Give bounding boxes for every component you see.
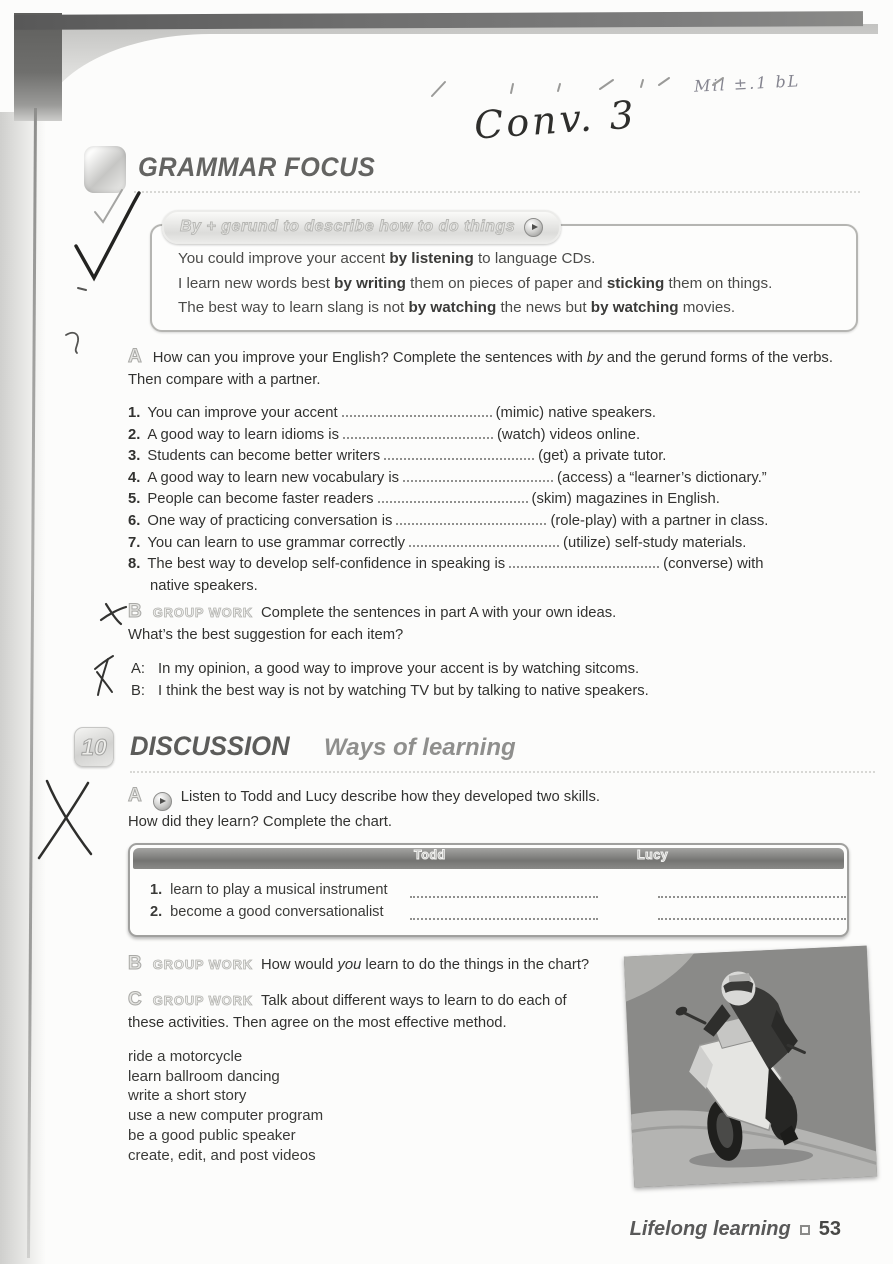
discussion-part-a bbox=[128, 785, 828, 833]
handwritten-dash-icon bbox=[78, 288, 86, 290]
part-a-label: A bbox=[128, 785, 143, 806]
example-text: You could improve your accent bbox=[178, 250, 390, 267]
grammar-example-line bbox=[178, 272, 856, 297]
item-text: People can become faster readers bbox=[147, 491, 374, 508]
dialogue-text: In my opinion, a good way to improve your accent is by watching sitcoms. bbox=[158, 661, 640, 677]
dialogue-line bbox=[131, 658, 831, 680]
part-b-label: B bbox=[128, 953, 143, 974]
activity-item: be a good public speaker bbox=[128, 1126, 296, 1144]
example-text: the news but bbox=[496, 299, 591, 316]
grammar-focus-heading: GRAMMAR FOCUS bbox=[138, 152, 376, 182]
fill-in-blank bbox=[384, 447, 534, 460]
grammar-example-line bbox=[178, 247, 856, 272]
dialogue-line bbox=[131, 680, 831, 702]
chart-column-lucy: Lucy bbox=[637, 848, 669, 862]
list-item bbox=[128, 554, 838, 597]
chart-fill-in-blank bbox=[410, 896, 598, 898]
item-text: You can improve your accent bbox=[147, 405, 338, 421]
item-text: (watch) videos online. bbox=[496, 426, 641, 443]
handwritten-x-dialogue-icon bbox=[95, 656, 113, 695]
item-text: A good way to learn idioms is bbox=[147, 426, 339, 443]
example-text: movies. bbox=[678, 299, 736, 316]
item-number: 1. bbox=[128, 405, 141, 421]
dialogue-speaker: A: bbox=[131, 661, 145, 677]
item-text: A good way to learn new vocabulary is bbox=[147, 469, 400, 486]
item-number: 6. bbox=[128, 512, 141, 529]
grammar-example-line bbox=[178, 296, 856, 321]
item-number: 8. bbox=[128, 556, 141, 573]
chart-header-bar bbox=[133, 848, 844, 869]
listening-chart bbox=[128, 843, 849, 937]
part-a-intro-text: How can you improve your English? Complete the sentences with bbox=[152, 350, 587, 366]
part-a-list bbox=[128, 403, 838, 597]
part-b-line2: What’s the best suggestion for each item? bbox=[128, 627, 404, 643]
example-bold: sticking bbox=[606, 274, 665, 292]
part-a-intro bbox=[128, 346, 836, 391]
item-text: (skim) magazines in English. bbox=[531, 491, 720, 508]
list-item bbox=[128, 533, 838, 555]
activity-item: learn ballroom dancing bbox=[128, 1067, 280, 1085]
part-c-line2: these activities. Then agree on the most effective method. bbox=[128, 1014, 507, 1031]
chapter-title: Lifelong learning bbox=[629, 1218, 791, 1240]
row-label: learn to play a musical instrument bbox=[170, 882, 388, 898]
list-item bbox=[128, 511, 838, 533]
example-bold: by listening bbox=[389, 250, 474, 267]
activity-item: use a new computer program bbox=[128, 1107, 324, 1125]
activity-item: write a short story bbox=[128, 1087, 247, 1105]
scan-left-shadow bbox=[0, 112, 46, 1264]
item-text: (role-play) with a partner in class. bbox=[550, 512, 769, 529]
handwritten-checkmark-icon bbox=[76, 193, 139, 278]
part-b-block bbox=[128, 601, 828, 646]
item-text: (mimic) native speakers. bbox=[495, 405, 656, 421]
chart-row bbox=[150, 904, 384, 924]
discussion-a-line2: How did they learn? Complete the chart. bbox=[128, 813, 393, 830]
list-item bbox=[128, 425, 838, 447]
dialogue-example bbox=[131, 658, 831, 702]
item-text: (utilize) self-study materials. bbox=[563, 534, 747, 551]
item-number: 2. bbox=[128, 426, 141, 443]
handwritten-light-check-icon bbox=[95, 190, 122, 222]
discussion-subheading: Ways of learning bbox=[324, 734, 516, 761]
fill-in-blank bbox=[509, 555, 659, 568]
grammar-box-title: By + gerund to describe how to do things bbox=[180, 218, 516, 235]
item-text: (access) a “learner’s dictionary.” bbox=[557, 469, 767, 486]
example-text: I learn new words best bbox=[178, 274, 335, 292]
page-footer bbox=[630, 1218, 841, 1241]
item-number: 4. bbox=[128, 469, 141, 486]
fill-in-blank bbox=[378, 490, 528, 503]
item-text: Students can become better writers bbox=[147, 448, 381, 465]
activity-item: ride a motorcycle bbox=[128, 1048, 243, 1065]
part-b-text: Complete the sentences in part A with your own ideas. bbox=[260, 605, 617, 621]
item-text: One way of practicing conversation is bbox=[147, 512, 393, 529]
play-triangle-icon bbox=[160, 798, 166, 804]
group-work-tag: GROUP WORK bbox=[152, 993, 253, 1008]
fill-in-blank bbox=[343, 426, 493, 439]
handwritten-x-discussion-icon bbox=[39, 781, 91, 858]
list-item bbox=[128, 403, 838, 425]
activity-item: create, edit, and post videos bbox=[128, 1146, 316, 1164]
part-c-label: C bbox=[128, 989, 143, 1010]
group-work-tag: GROUP WORK bbox=[152, 957, 253, 972]
part-b-line1 bbox=[128, 601, 828, 624]
chart-fill-in-blank bbox=[658, 918, 846, 920]
part-b-text: How would bbox=[260, 957, 338, 973]
part-a-intro-text: and the gerund forms of the verbs. Then compare with a partner. bbox=[128, 350, 833, 388]
example-bold: by watching bbox=[408, 299, 497, 316]
motorcycle-photo bbox=[624, 946, 877, 1188]
row-label: become a good conversationalist bbox=[170, 904, 384, 920]
audio-play-icon bbox=[153, 792, 172, 811]
row-number: 2. bbox=[150, 904, 163, 920]
item-text: (get) a private tutor. bbox=[538, 448, 667, 465]
item-text: The best way to develop self-confidence in speaking is bbox=[147, 556, 506, 573]
fill-in-blank bbox=[342, 404, 492, 417]
part-a-label: A bbox=[128, 346, 143, 367]
item-text: You can learn to use grammar correctly bbox=[147, 534, 406, 551]
discussion-a-line1 bbox=[128, 785, 828, 811]
footer-square-icon bbox=[800, 1225, 810, 1235]
list-item bbox=[128, 489, 838, 511]
grammar-box-title-pill bbox=[162, 210, 561, 244]
example-text: them on things. bbox=[664, 274, 773, 292]
page-number: 53 bbox=[818, 1218, 841, 1240]
example-text: The best way to learn slang is not bbox=[178, 299, 409, 316]
grammar-box bbox=[150, 218, 858, 332]
section-number-badge: 10 bbox=[74, 727, 114, 767]
audio-play-icon bbox=[524, 218, 543, 237]
dialogue-speaker: B: bbox=[131, 683, 145, 699]
part-a-intro-italic: by bbox=[587, 350, 603, 366]
chart-fill-in-blank bbox=[410, 918, 598, 920]
handwriting-note: Mil ±.1 bL bbox=[693, 71, 801, 96]
heading-dotted-rule bbox=[134, 191, 860, 193]
part-c-text: Talk about different ways to learn to do each of bbox=[260, 993, 567, 1009]
discussion-a-text: Listen to Todd and Lucy describe how they developed two skills. bbox=[180, 789, 600, 805]
heading-dotted-rule bbox=[130, 771, 875, 773]
list-item bbox=[128, 446, 838, 468]
grammar-focus-section-icon bbox=[84, 146, 126, 193]
item-number: 5. bbox=[128, 491, 141, 508]
example-bold: by watching bbox=[590, 299, 679, 316]
play-triangle-icon bbox=[532, 224, 538, 230]
part-b-text: learn to do the things in the chart? bbox=[361, 957, 590, 973]
part-b-label: B bbox=[128, 601, 143, 622]
motorcycle-rider-illustration bbox=[624, 946, 877, 1188]
group-work-tag: GROUP WORK bbox=[152, 605, 253, 620]
part-b-italic: you bbox=[337, 957, 362, 973]
handwritten-squiggle-icon bbox=[66, 333, 78, 353]
discussion-heading-row bbox=[130, 731, 516, 762]
row-number: 1. bbox=[150, 882, 163, 898]
dialogue-text: I think the best way is not by watching TV but by talking to native speakers. bbox=[158, 683, 649, 699]
example-text: to language CDs. bbox=[473, 250, 596, 267]
item-text-continued: native speakers. bbox=[150, 577, 258, 594]
list-item bbox=[128, 468, 838, 490]
example-bold: by writing bbox=[334, 274, 406, 292]
fill-in-blank bbox=[409, 534, 559, 547]
chart-column-todd: Todd bbox=[414, 848, 446, 862]
item-number: 3. bbox=[128, 448, 141, 465]
handwriting-course-label: Conv. 3 bbox=[472, 92, 639, 148]
discussion-part-c bbox=[128, 989, 633, 1034]
discussion-heading: DISCUSSION bbox=[130, 731, 290, 761]
fill-in-blank bbox=[403, 469, 553, 482]
fill-in-blank bbox=[396, 512, 546, 525]
discussion-part-b bbox=[128, 953, 688, 976]
part-c-line1 bbox=[128, 989, 633, 1013]
chart-row bbox=[150, 882, 388, 902]
chart-fill-in-blank bbox=[658, 896, 846, 898]
example-text: them on pieces of paper and bbox=[405, 274, 607, 292]
item-text: (converse) with bbox=[663, 556, 764, 573]
item-number: 7. bbox=[128, 534, 141, 551]
activities-list bbox=[128, 1047, 323, 1165]
handwritten-x-part-b-icon bbox=[101, 604, 126, 624]
